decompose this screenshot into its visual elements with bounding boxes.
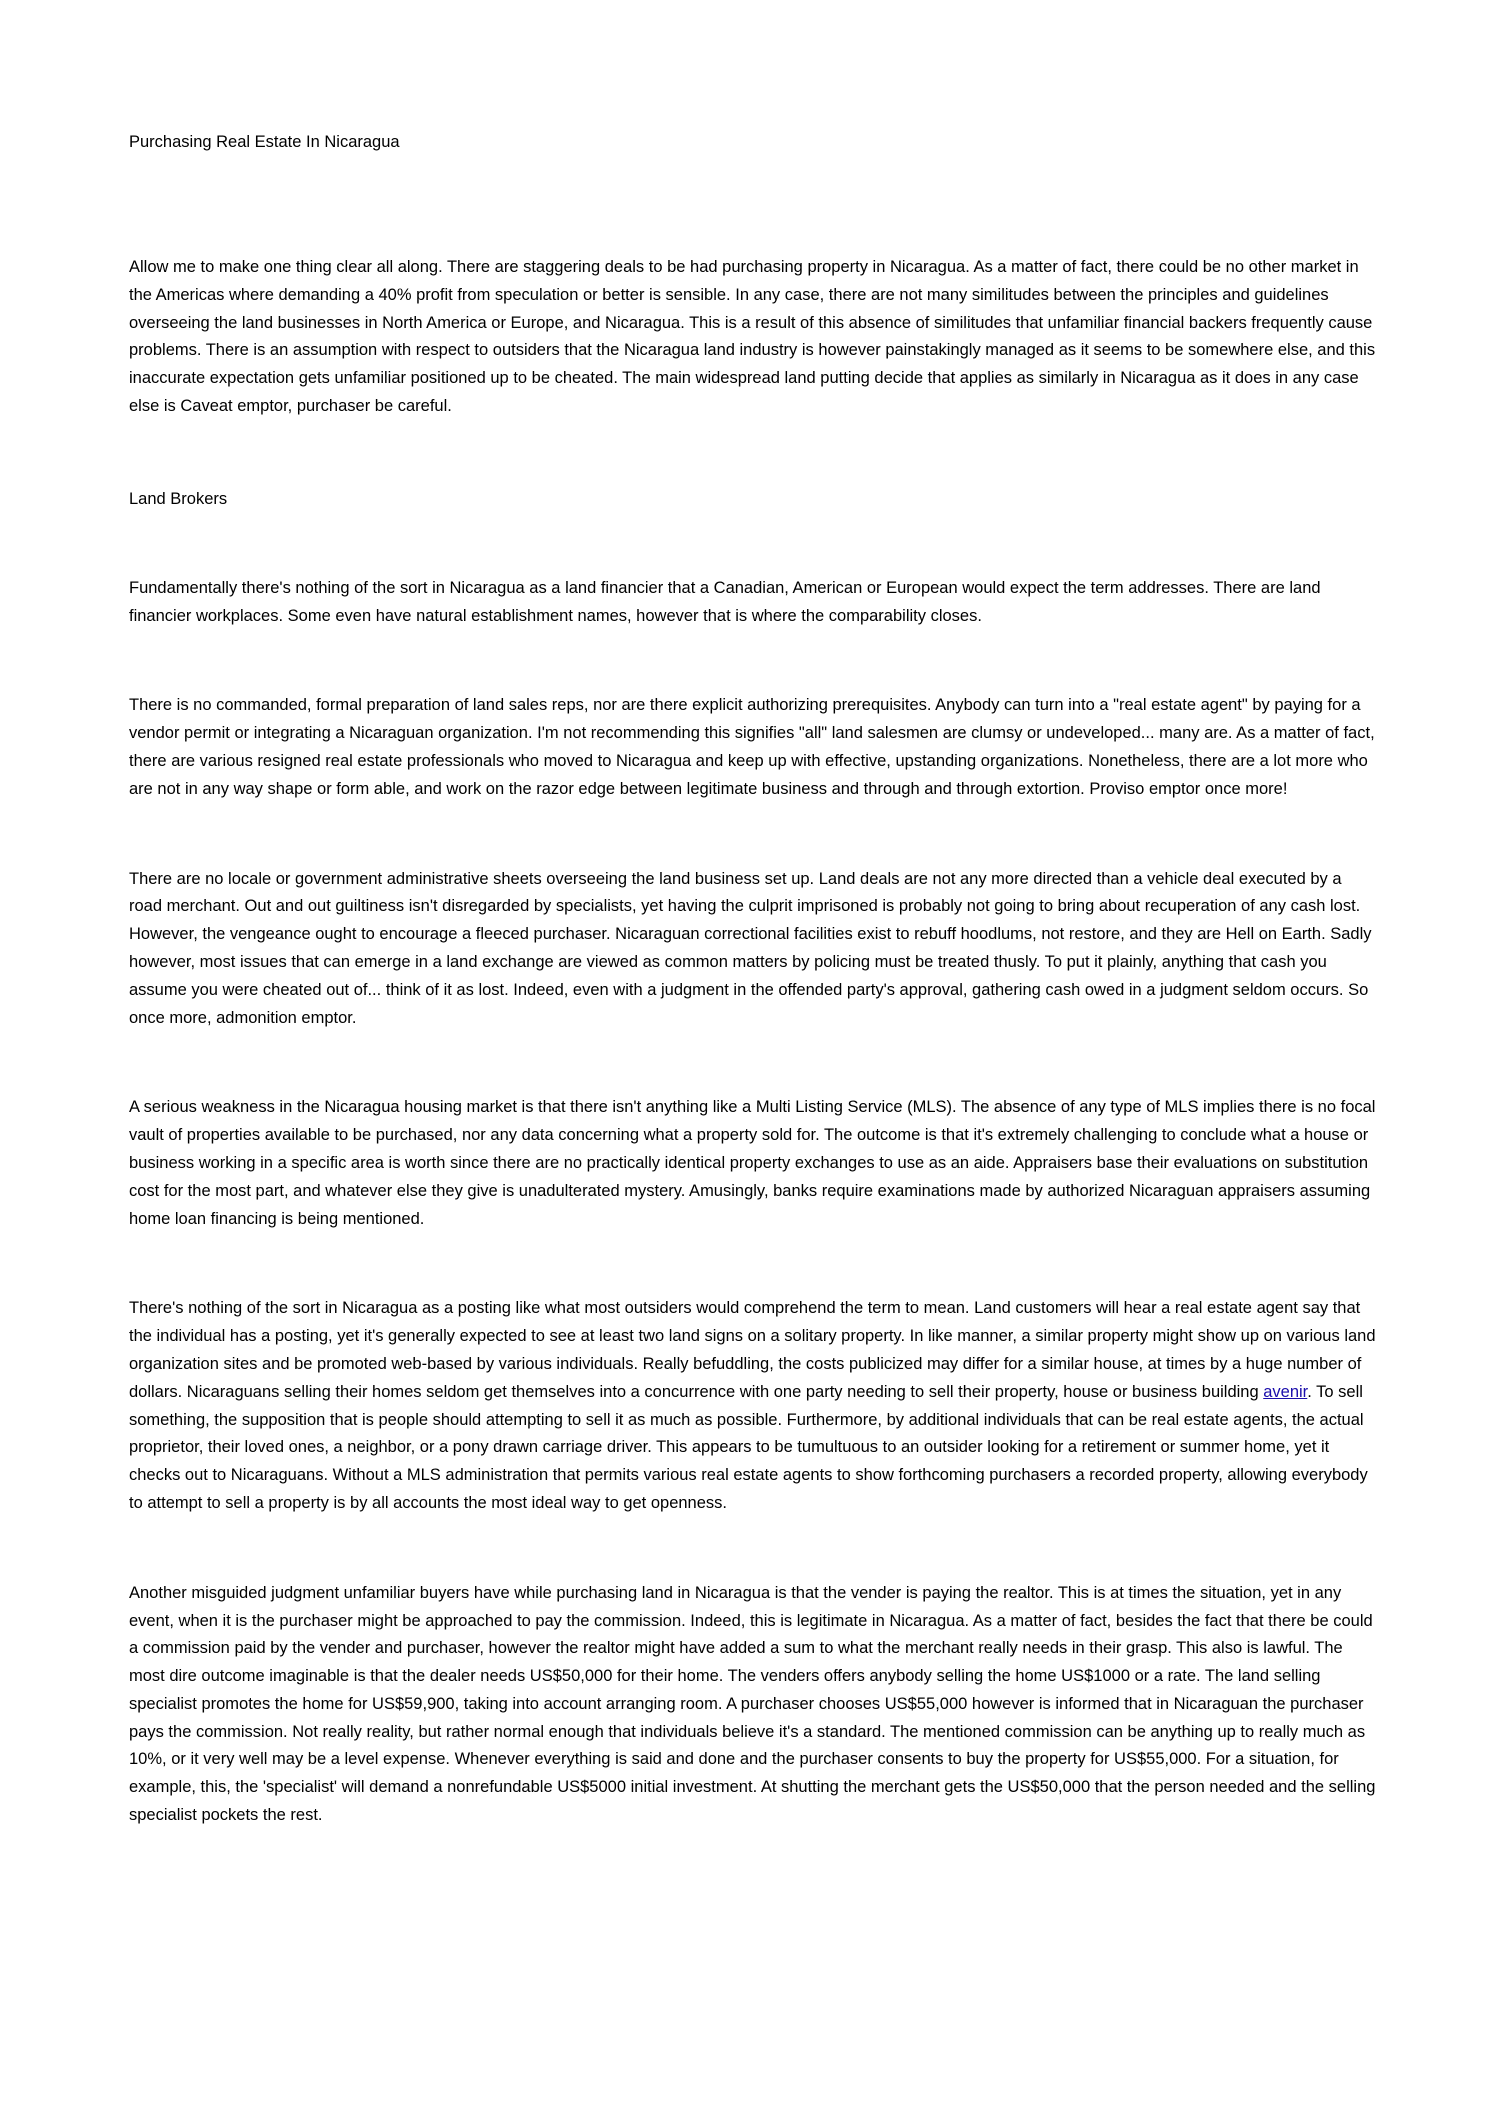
paragraph-land-financier: Fundamentally there's nothing of the sort in Nicaragua as a land financier that a Canadian, American or European would expect the term addresses. There are land financier workplaces. Some even have natural establishment names, however that is where the comparability closes. (129, 578, 1321, 625)
avenir-link[interactable]: avenir (1263, 1382, 1308, 1401)
paragraph-commission: Another misguided judgment unfamiliar buyers have while purchasing land in Nicaragua is that the vender is paying the realtor. This is at times the situation, yet in any event, when it is the purchaser might be approached to pay the commission. Indeed, this is legitimate in Nicaragua. As a matter of fact, besides the fact that there be could a commission paid by the vender and purchaser, however the realtor might have added a sum to what the merchant really needs in their grasp. This also is lawful. The most dire outcome imaginable is that the dealer needs US$50,000 for their home. The venders offers anybody selling the home US$1000 or a rate. The land selling specialist promotes the home for US$59,900, taking into account arranging room. A purchaser chooses US$55,000 however is informed that in Nicaraguan the purchaser pays the commission. Not really reality, but rather normal enough that individuals believe it's a standard. The mentioned commission can be anything up to really much as 10%, or it very well may be a level expense. Whenever everything is said and done and the purchaser consents to buy the property for US$55,000. For a situation, for example, this, the 'specialist' will demand a nonrefundable US$5000 initial investment. At shutting the merchant gets the US$50,000 that the person needed and the selling specialist pockets the rest. (129, 1583, 1376, 1825)
section-heading-land-brokers: Land Brokers (129, 489, 228, 508)
paragraph-posting (129, 1295, 1379, 1517)
paragraph-sales-reps: There is no commanded, formal preparation of land sales reps, nor are there explicit authorizing prerequisites. Anybody can turn into a "real estate agent" by paying for a vendor permit or integrating a Nicaraguan organization. I'm not recommending this signifies "all" land salesmen are clumsy or undeveloped... many are. As a matter of fact, there are various resigned real estate professionals who moved to Nicaragua and keep up with effective, upstanding organizations. Nonetheless, there are a lot more who are not in any way shape or form able, and work on the razor edge between legitimate business and through and through extortion. Proviso emptor once more! (129, 696, 1375, 798)
posting-text-after-link: . To sell something, the supposition that is people should attempting to sell it as much as possible. Furthermore, by additional individuals that can be real estate agents, the actual proprietor, their loved ones, a neighbor, or a pony drawn carriage driver. This appears to be tumultuous to an outsider looking for a retirement or summer home, yet it checks out to Nicaraguans. Without a MLS administration that permits various real estate agents to show forthcoming purchasers a recorded property, allowing everybody to attempt to sell a property is by all accounts the most ideal way to get openness. (129, 1382, 1368, 1512)
paragraph-mls: A serious weakness in the Nicaragua housing market is that there isn't anything like a Multi Listing Service (MLS). The absence of any type of MLS implies there is no focal vault of properties available to be purchased, nor any data concerning what a property sold for. The outcome is that it's extremely challenging to conclude what a house or business working in a specific area is worth since there are no practically identical property exchanges to use as an aide. Appraisers base their evaluations on substitution cost for the most part, and whatever else they give is unadulterated mystery. Amusingly, banks require examinations made by authorized Nicaraguan appraisers assuming home loan financing is being mentioned. (129, 1098, 1376, 1228)
document-title: Purchasing Real Estate In Nicaragua (129, 133, 400, 151)
paragraph-administrative: There are no locale or government administrative sheets overseeing the land business set up. Land deals are not any more directed than a vehicle deal executed by a road merchant. Out and out guiltiness isn't disregarded by specialists, yet having the culprit imprisoned is probably not going to bring about recuperation of any cash lost. However, the vengeance ought to encourage a fleeced purchaser. Nicaraguan correctional facilities exist to rebuff hoodlums, not restore, and they are Hell on Earth. Sadly however, most issues that can emerge in a land exchange are viewed as common matters by policing must be treated thusly. To put it plainly, anything that cash you assume you were cheated out of... think of it as lost. Indeed, even with a judgment in the offended party's approval, gathering cash owed in a judgment seldom occurs. So once more, admonition emptor. (129, 869, 1372, 1027)
intro-paragraph: Allow me to make one thing clear all along. There are staggering deals to be had purchasing property in Nicaragua. As a matter of fact, there could be no other market in the Americas where demanding a 40% profit from speculation or better is sensible. In any case, there are not many similitudes between the principles and guidelines overseeing the land businesses in North America or Europe, and Nicaragua. This is a result of this absence of similitudes that unfamiliar financial backers frequently cause problems. There is an assumption with respect to outsiders that the Nicaragua land industry is however painstakingly managed as it seems to be somewhere else, and this inaccurate expectation gets unfamiliar positioned up to be cheated. The main widespread land putting decide that applies as similarly in Nicaragua as it does in any case else is Caveat emptor, purchaser be careful. (129, 258, 1376, 415)
document-page (129, 128, 1379, 1830)
posting-text-before-link: There's nothing of the sort in Nicaragua as a posting like what most outsiders would comprehend the term to mean. Land customers will hear a real estate agent say that the individual has a posting, yet it's generally expected to see at least two land signs on a solitary property. In like manner, a similar property might show up on various land organization sites and be promoted web-based by various individuals. Really befuddling, the costs publicized may differ for a similar house, at times by a huge number of dollars. Nicaraguans selling their homes seldom get themselves into a concurrence with one party needing to sell their property, house or business building (129, 1299, 1376, 1401)
